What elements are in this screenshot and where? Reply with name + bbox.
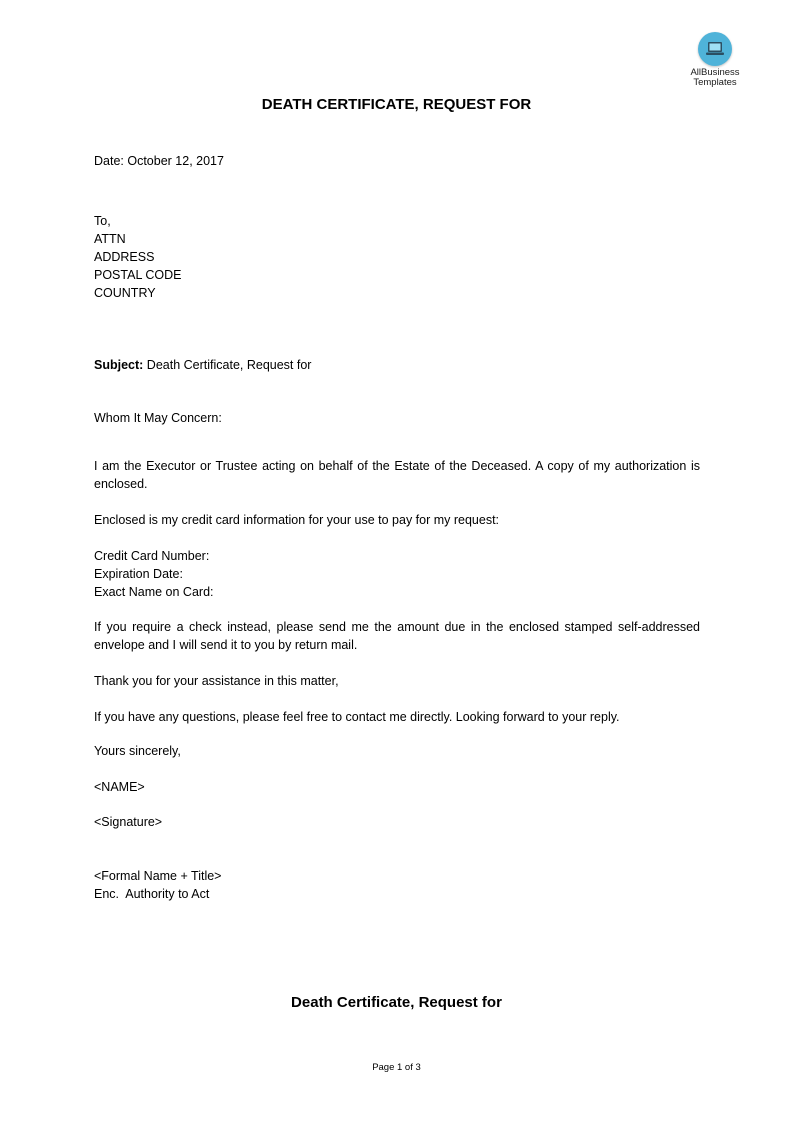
logo-line-1: AllBusiness [690,67,740,78]
brand-logo [686,32,744,88]
name-on-card-label: Exact Name on Card: [94,585,214,599]
paragraph-thanks: Thank you for your assistance in this matter, [94,674,339,688]
page-number: Page 1 of 3 [372,1062,421,1073]
date-line: Date: October 12, 2017 [94,154,224,168]
expiration-date-label: Expiration Date: [94,567,183,581]
footer-title: Death Certificate, Request for [291,994,502,1011]
recipient-to: To, [94,214,111,228]
subject-line [94,356,700,374]
paragraph-check: If you require a check instead, please send me the amount due in the enclosed stamped self-addressed envelope and I will send it to you by return mail. [94,620,700,652]
formal-name-block [94,867,700,903]
document-title: DEATH CERTIFICATE, REQUEST FOR [261,96,532,113]
paragraph-credit-card: Enclosed is my credit card information for your use to pay for my request: [94,513,500,527]
card-number-label: Credit Card Number: [94,549,210,563]
paragraph-executor: I am the Executor or Trustee acting on behalf of the Estate of the Deceased. A copy of my authorization is enclosed. [94,459,700,491]
salutation: Whom It May Concern: [94,411,222,425]
recipient-attn: ATTN [94,232,126,246]
recipient-country: COUNTRY [94,286,156,300]
logo-line-2: Templates [693,77,737,88]
formal-name-title: <Formal Name + Title> [94,869,222,883]
closing: Yours sincerely, [94,744,181,758]
recipient-address: ADDRESS [94,250,155,264]
name-placeholder: <NAME> [94,780,145,794]
paragraph-questions: If you have any questions, please feel free to contact me directly. Looking forward to your reply. [94,710,620,724]
enclosure-line: Enc. Authority to Act [94,887,210,901]
signature-placeholder: <Signature> [94,815,163,829]
card-fields [94,547,700,601]
logo-text [686,68,744,88]
subject-text: Death Certificate, Request for [146,358,312,372]
laptop-icon [698,32,732,66]
recipient-postal-code: POSTAL CODE [94,268,182,282]
subject-label: Subject: [94,358,144,372]
recipient-block [94,212,700,302]
